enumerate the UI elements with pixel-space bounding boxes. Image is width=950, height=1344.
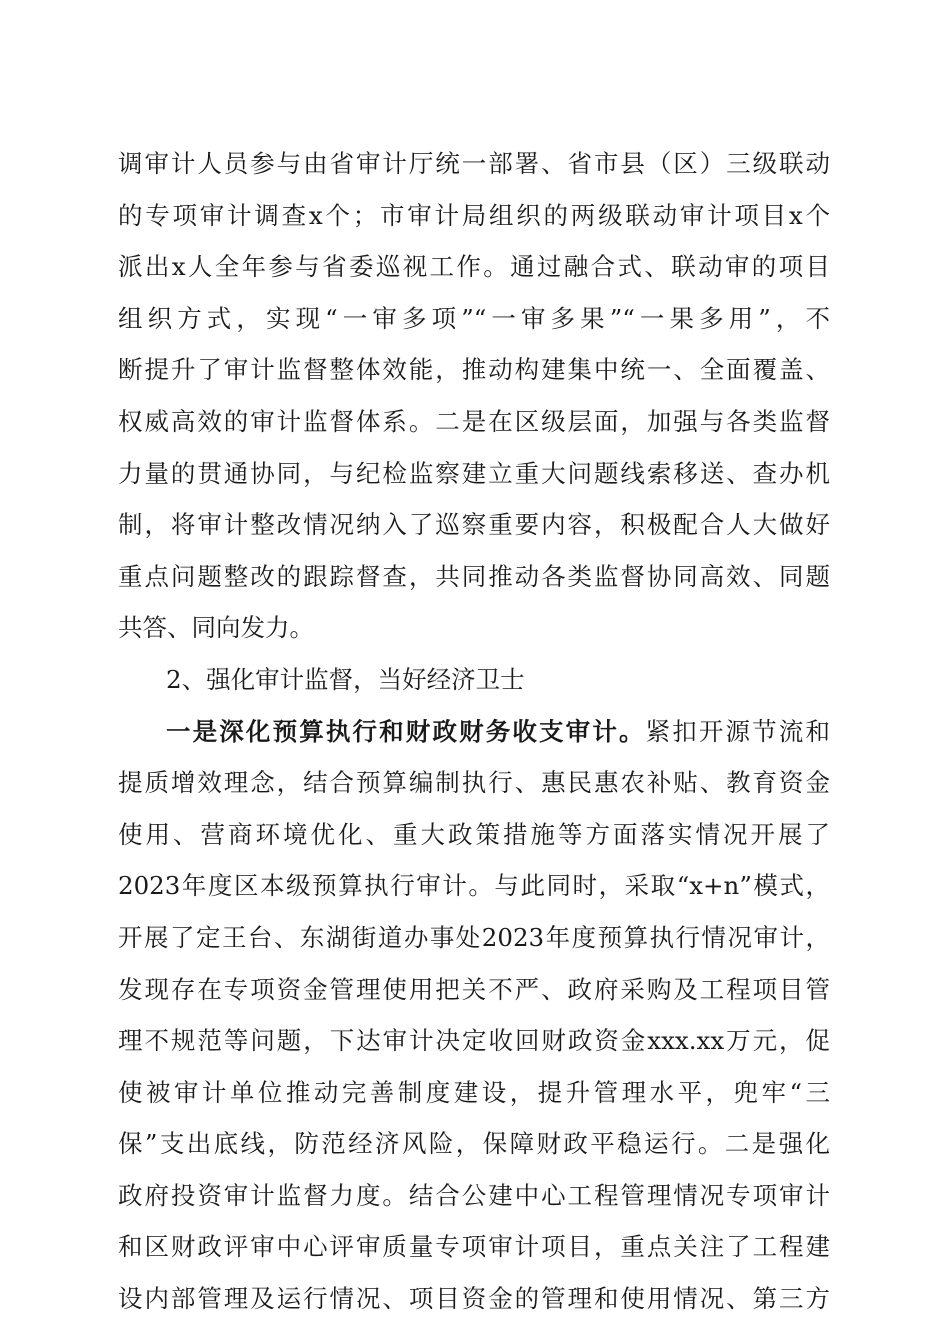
text-line: 断提升了审计监督整体效能，推动构建集中统一、全面覆盖、 bbox=[118, 355, 830, 385]
text-line: 使被审计单位推动完善制度建设，提升管理水平，兜牢“三 bbox=[118, 1077, 830, 1107]
text-line: 组织方式，实现“一审多项”“一审多果”“一果多用”，不 bbox=[118, 303, 830, 333]
text-line: 权威高效的审计监督体系。二是在区级层面，加强与各类监督 bbox=[118, 406, 830, 436]
body-text bbox=[118, 138, 830, 1325]
text-line: 使用、营商环境优化、重大政策措施等方面落实情况开展了 bbox=[118, 819, 830, 849]
text-line: 和区财政评审中心评审质量专项审计项目，重点关注了工程建 bbox=[118, 1232, 830, 1262]
text-line: 政府投资审计监督力度。结合公建中心工程管理情况专项审计 bbox=[118, 1180, 830, 1210]
text-line-mixed bbox=[118, 706, 830, 758]
section-heading: 2、强化审计监督，当好经济卫士 bbox=[166, 664, 525, 694]
text-line: 保”支出底线，防范经济风险，保障财政平稳运行。二是强化 bbox=[118, 1129, 830, 1159]
text-line: 开展了定王台、东湖街道办事处2023年度预算执行情况审计， bbox=[118, 922, 830, 952]
text-line: 发现存在专项资金管理使用把关不严、政府采购及工程项目管 bbox=[118, 974, 830, 1004]
bold-lead-phrase: 一是深化预算执行和财政财务收支审计。 bbox=[166, 716, 646, 746]
text-line: 共答、同向发力。 bbox=[118, 613, 314, 643]
text-line: 2023年度区本级预算执行审计。与此同时，采取“x+n”模式， bbox=[118, 871, 830, 901]
text-line: 派出x人全年参与省委巡视工作。通过融合式、联动审的项目 bbox=[118, 252, 830, 282]
text-line: 理不规范等问题，下达审计决定收回财政资金xxx.xx万元，促 bbox=[118, 1026, 830, 1056]
normal-text-run: 紧扣开源节流和 bbox=[645, 716, 830, 746]
text-line: 的专项审计调查x个；市审计局组织的两级联动审计项目x个 bbox=[118, 200, 830, 230]
text-line: 调审计人员参与由省审计厅统一部署、省市县（区）三级联动 bbox=[118, 149, 830, 178]
text-line: 制，将审计整改情况纳入了巡察重要内容，积极配合人大做好 bbox=[118, 510, 830, 540]
text-line: 设内部管理及运行情况、项目资金的管理和使用情况、第三方 bbox=[118, 1284, 830, 1314]
text-line: 重点问题整改的跟踪督查，共同推动各类监督协同高效、同题 bbox=[118, 561, 830, 591]
text-line: 提质增效理念，结合预算编制执行、惠民惠农补贴、教育资金 bbox=[118, 768, 830, 798]
text-line: 力量的贯通协同，与纪检监察建立重大问题线索移送、查办机 bbox=[118, 458, 830, 488]
